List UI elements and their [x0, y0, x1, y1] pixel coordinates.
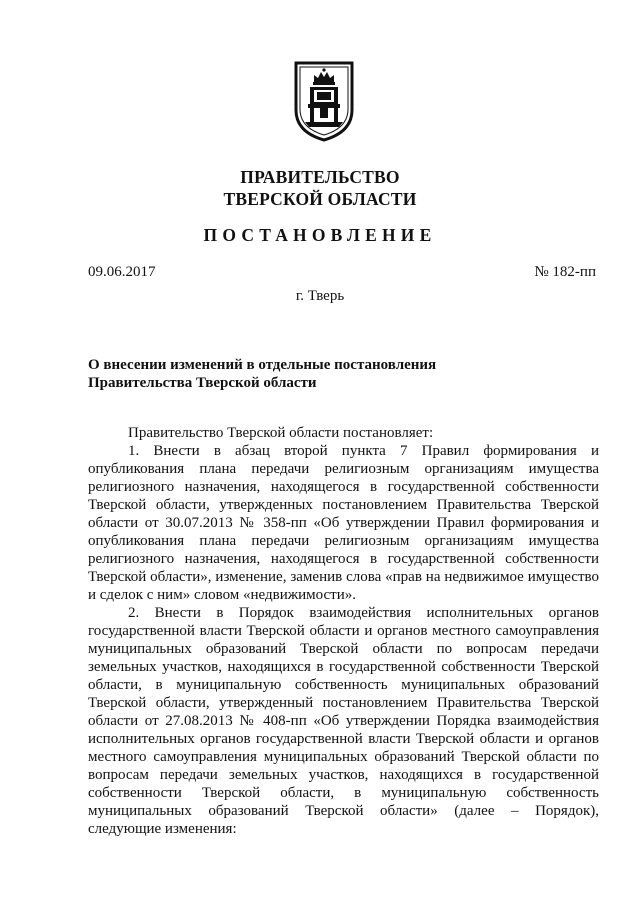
body-intro: Правительство Тверской области постановляет: — [128, 425, 434, 441]
subject-line1: О внесении изменений в отдельные постановления — [88, 357, 437, 373]
body-paragraph-1: 1. Внести в абзац второй пункта 7 Правил формирования и опубликования плана передачи религиозным организациям имущества религиозного назначения, находящегося в государственной собственности Тверской области, утвержденных постановлением Правительства Тверской области от 30.07.2013 № 358-пп «Об утверждении Правил формирования и опубликования плана передачи религиозным организациям имущества религиозного назначения, находящегося в государственной собственности Тверской области», изменение, заменив слова «прав на недвижимое имущество и сделок с ним» словом «недвижимости». — [88, 443, 599, 603]
document-city: г. Тверь — [295, 288, 345, 304]
subject-line2: Правительства Тверской области — [88, 375, 317, 391]
tver-coat-of-arms-icon — [293, 60, 355, 142]
document-body — [88, 424, 599, 838]
document-type-heading: ПОСТАНОВЛЕНИЕ — [203, 225, 437, 245]
document-date: 09.06.2017 — [88, 264, 156, 280]
document-subject — [88, 356, 508, 392]
document-number: № 182-пп — [534, 264, 596, 280]
body-paragraph-2: 2. Внести в Порядок взаимодействия исполнительных органов государственной власти Тверской области и органов местного самоуправления муниципальных образований Тверской области по вопросам передачи земельных участков, находящихся в государственной собственности Тверской области, в муниципальную собственность муниципальных образований Тверской области, утвержденный постановлением Правительства Тверской области от 27.08.2013 № 408-пп «Об утверждении Порядка взаимодействия исполнительных органов государственной власти Тверской области и органов местного самоуправления муниципальных образований Тверской области по вопросам передачи земельных участков, находящихся в государственной собственности Тверской области, в муниципальную собственность муниципальных образований Тверской области» (далее – Порядок), следующие изменения: — [88, 605, 599, 837]
government-title-line1: ПРАВИТЕЛЬСТВО — [240, 167, 400, 187]
government-title-line2: ТВЕРСКОЙ ОБЛАСТИ — [223, 189, 417, 209]
